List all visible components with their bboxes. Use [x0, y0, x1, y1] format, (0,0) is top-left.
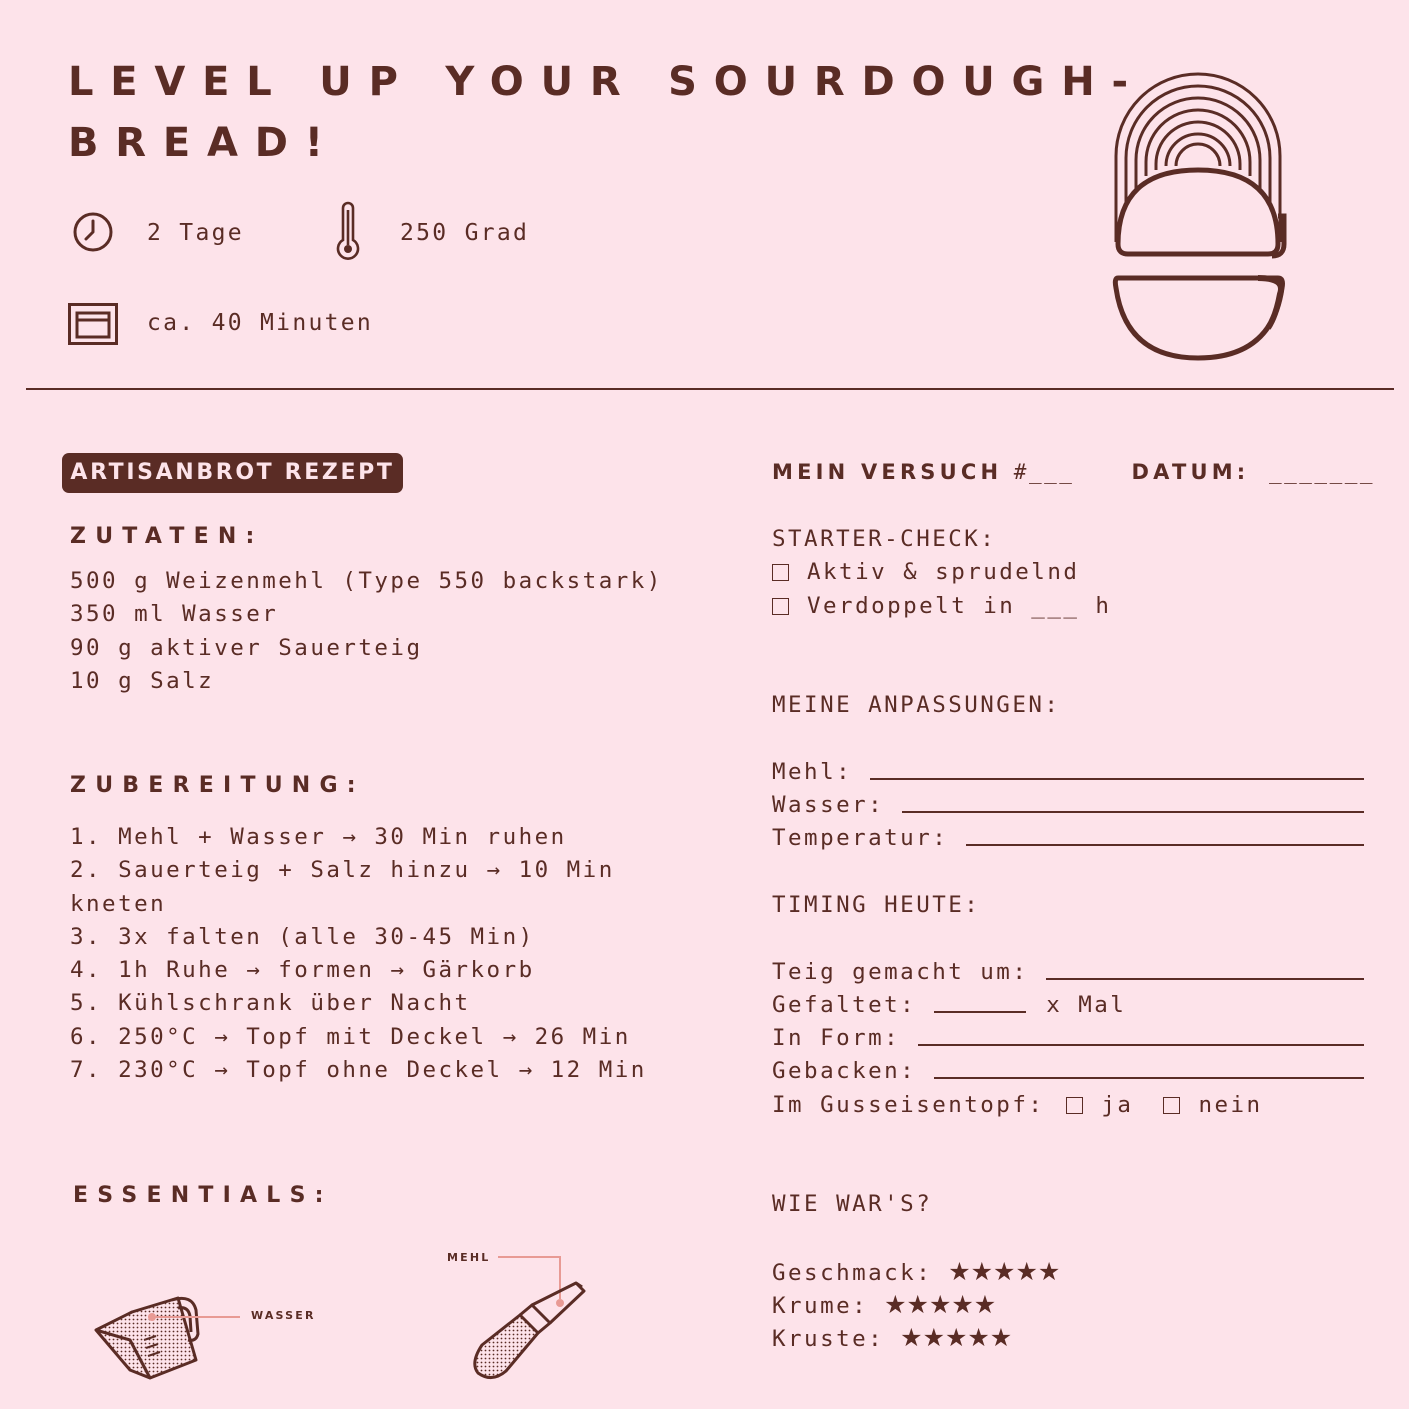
checkbox-yes[interactable]	[1066, 1097, 1083, 1114]
ingredients-heading: ZUTATEN:	[70, 524, 264, 549]
starter-heading: STARTER-CHECK:	[772, 526, 997, 552]
ingredient-item: 500 g Weizenmehl (Type 550 backstark)	[70, 568, 663, 594]
recipe-badge: ARTISANBROT REZEPT	[62, 453, 403, 493]
step-item: kneten	[70, 890, 167, 917]
water-label: WASSER	[251, 1309, 316, 1322]
rating-row-taste: Geschmack: ★★★★★	[772, 1256, 1061, 1286]
flour-label: MEHL	[447, 1251, 491, 1264]
star-rating[interactable]: ★★★★★	[948, 1256, 1061, 1286]
journal-form	[772, 523, 1364, 623]
steps-heading: ZUBEREITUNG:	[70, 773, 365, 798]
attempt-number-field[interactable]: #___	[1013, 460, 1075, 484]
temperature-text: 250 Grad	[400, 220, 530, 246]
bake-time-text: ca. 40 Minuten	[147, 310, 374, 336]
step-item: 3. 3x falten (alle 30-45 Min)	[70, 923, 535, 950]
bread-loaf-icon	[1108, 66, 1288, 362]
step-item: 4. 1h Ruhe → formen → Gärkorb	[70, 957, 535, 984]
rating-section	[772, 1188, 1364, 1354]
step-item: 5. Kühlschrank über Nacht	[70, 990, 471, 1017]
page-title	[68, 52, 1145, 174]
date-label: DATUM:	[1131, 460, 1250, 484]
rating-row-crumb: Krume: ★★★★★	[772, 1289, 997, 1319]
step-item: 2. Sauerteig + Salz hinzu → 10 Min	[70, 857, 615, 884]
ingredients-list	[70, 565, 663, 698]
date-field[interactable]: _______	[1268, 460, 1376, 484]
title-line-2: BREAD!	[68, 120, 340, 166]
shaped-field[interactable]: In Form:	[772, 1022, 1364, 1055]
time-text: 2 Tage	[147, 220, 244, 246]
oven-icon	[68, 303, 118, 345]
section-divider	[26, 388, 1394, 390]
fill-line[interactable]	[934, 997, 1026, 1013]
checkbox-no[interactable]	[1163, 1097, 1180, 1114]
baked-field[interactable]: Gebacken:	[772, 1055, 1364, 1088]
star-rating[interactable]: ★★★★★	[900, 1323, 1013, 1353]
essentials-heading: ESSENTIALS:	[73, 1183, 333, 1208]
attempt-header	[772, 458, 1375, 486]
water-field[interactable]: Wasser:	[772, 789, 1364, 822]
measuring-jug-icon	[92, 1290, 342, 1386]
steps-list	[70, 821, 647, 1087]
timing-section	[772, 889, 1364, 1122]
checkbox[interactable]	[772, 598, 789, 615]
fill-line[interactable]	[918, 1030, 1364, 1046]
timing-heading: TIMING HEUTE:	[772, 892, 981, 918]
attempt-label: MEIN VERSUCH	[772, 460, 1003, 484]
clock-icon	[72, 211, 114, 253]
step-item: 1. Mehl + Wasser → 30 Min ruhen	[70, 824, 567, 850]
temperature-field[interactable]: Temperatur:	[772, 822, 1364, 855]
rating-heading: WIE WAR'S?	[772, 1191, 933, 1217]
starter-item-doubled[interactable]: Verdoppelt in ___ h	[772, 590, 1364, 623]
fill-line[interactable]	[966, 830, 1364, 846]
title-line-1: LEVEL UP YOUR SOURDOUGH-	[68, 59, 1145, 105]
fill-line[interactable]	[902, 797, 1364, 813]
thermometer-icon	[333, 200, 363, 262]
dough-made-field[interactable]: Teig gemacht um:	[772, 956, 1364, 989]
flour-scoop-icon	[468, 1253, 590, 1385]
dutch-oven-field: Im Gusseisentopf: ja nein	[772, 1091, 1263, 1118]
ingredient-item: 90 g aktiver Sauerteig	[70, 634, 423, 661]
fill-line[interactable]	[1046, 964, 1364, 980]
folded-field[interactable]: Gefaltet: x Mal	[772, 991, 1127, 1018]
ingredient-item: 350 ml Wasser	[70, 601, 279, 628]
fill-line[interactable]	[934, 1063, 1364, 1079]
adjustments-heading: MEINE ANPASSUNGEN:	[772, 692, 1061, 718]
star-rating[interactable]: ★★★★★	[884, 1289, 997, 1319]
checkbox[interactable]	[772, 564, 789, 581]
flour-field[interactable]: Mehl:	[772, 756, 1364, 789]
fill-line[interactable]	[870, 764, 1364, 780]
ingredient-item: 10 g Salz	[70, 667, 215, 694]
rating-row-crust: Kruste: ★★★★★	[772, 1323, 1013, 1353]
starter-item-active[interactable]: Aktiv & sprudelnd	[772, 556, 1364, 589]
step-item: 7. 230°C → Topf ohne Deckel → 12 Min	[70, 1057, 647, 1084]
step-item: 6. 250°C → Topf mit Deckel → 26 Min	[70, 1023, 631, 1050]
adjustments-section	[772, 689, 1364, 855]
